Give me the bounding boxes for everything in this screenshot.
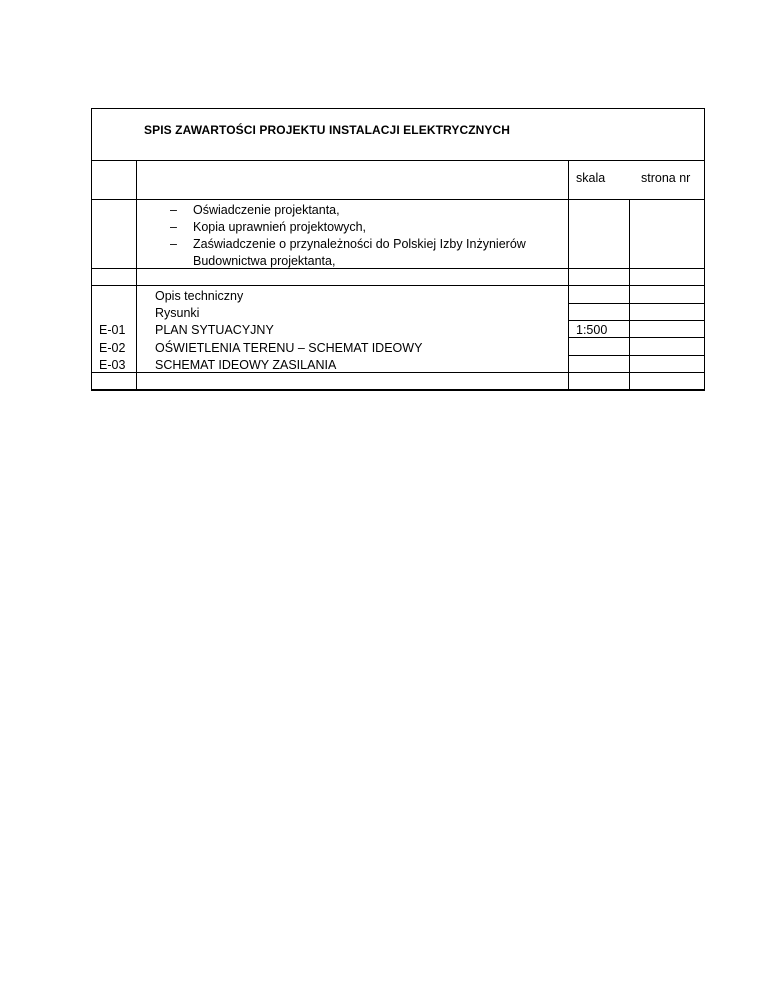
drawing-code: E-02 (99, 341, 126, 355)
list-item: Oświadczenie projektanta, (193, 203, 340, 217)
drawing-code: E-01 (99, 323, 126, 337)
section-name: Rysunki (155, 306, 200, 320)
row-divider (568, 355, 704, 356)
row-divider (92, 160, 704, 161)
column-divider (568, 161, 569, 389)
row-divider (568, 320, 704, 321)
document-title: SPIS ZAWARTOŚCI PROJEKTU INSTALACJI ELEKTRYCZNYCH (144, 123, 511, 137)
row-divider (92, 199, 704, 200)
drawing-name: SCHEMAT IDEOWY ZASILANIA (155, 358, 337, 372)
list-item: Zaświadczenie o przynależności do Polskiej Izby Inżynierów (193, 237, 526, 251)
contents-table (91, 108, 705, 391)
drawing-name: PLAN SYTUACYJNY (155, 323, 274, 337)
list-bullet: – (170, 220, 177, 234)
list-item-continuation: Budownictwa projektanta, (193, 254, 336, 268)
column-divider (136, 161, 137, 389)
list-bullet: – (170, 203, 177, 217)
section-name: Opis techniczny (155, 289, 244, 303)
table-frame (91, 108, 705, 391)
drawing-name: OŚWIETLENIA TERENU – SCHEMAT IDEOWY (155, 341, 423, 355)
column-header-page: strona nr (641, 171, 691, 185)
drawing-code: E-03 (99, 358, 126, 372)
column-divider (629, 199, 630, 389)
row-divider (92, 389, 704, 390)
column-header-scale: skala (576, 171, 606, 185)
list-bullet: – (170, 237, 177, 251)
drawing-scale: 1:500 (576, 323, 608, 337)
list-item: Kopia uprawnień projektowych, (193, 220, 367, 234)
row-divider (568, 303, 704, 304)
row-divider (92, 268, 704, 269)
row-divider (92, 285, 704, 286)
